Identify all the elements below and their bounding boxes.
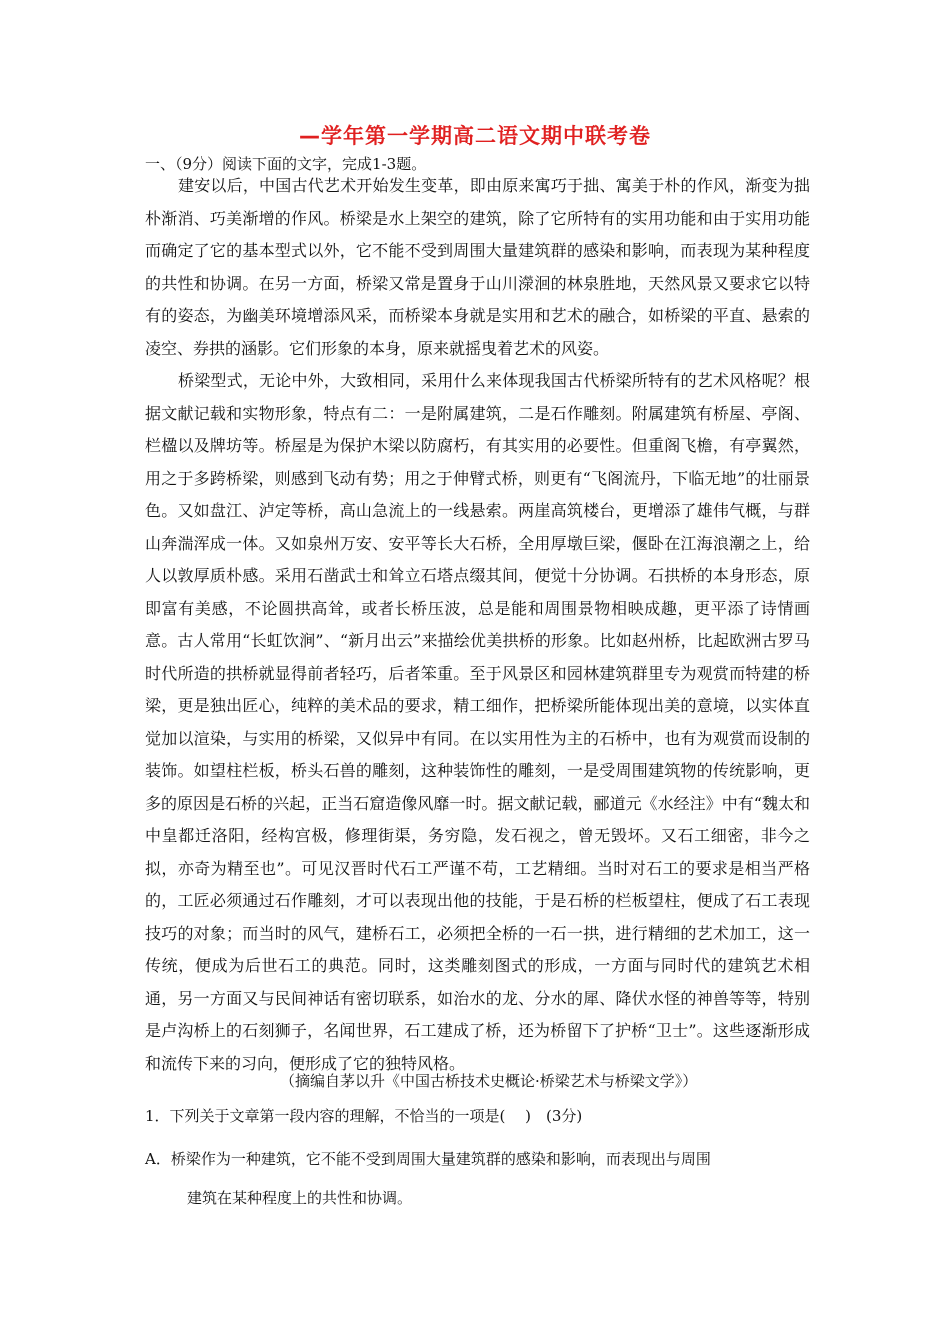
source-citation: （摘编自茅以升《中国古桥技术史概论·桥梁艺术与桥梁文学》）	[280, 1072, 698, 1090]
section-heading: 一、（9分）阅读下面的文字，完成1-3题。	[145, 155, 427, 173]
question-1: 1．下列关于文章第一段内容的理解，不恰当的一项是( ) (3分)	[145, 1107, 583, 1125]
passage-paragraph-1: 建安以后，中国古代艺术开始发生变革，即由原来寓巧于拙、寓美于朴的作风，渐变为拙朴渐消、巧美渐增的作风。桥梁是水上架空的建筑，除了它所特有的实用功能和由于实用功能而确定了它的基本型式以外，它不能不受到周围大量建筑群的感染和影响，而表现为某种程度的共性和协调。在另一方面，桥梁又常是置身于山川濴洄的林泉胜地，天然风景又要求它以特有的姿态，为幽美环境增添风采，而桥梁本身就是实用和艺术的融合，如桥梁的平直、悬索的凌空、券拱的涵影。它们形象的本身，原来就摇曳着艺术的风姿。	[145, 176, 810, 358]
option-a	[145, 1140, 810, 1218]
option-a-line-1: A．桥梁作为一种建筑，它不能不受到周围大量建筑群的感染和影响，而表现出与周围	[145, 1150, 711, 1168]
option-a-line-2: 建筑在某种程度上的共性和协调。	[187, 1189, 413, 1207]
page-title: —学年第一学期高二语文期中联考卷	[299, 124, 651, 148]
reading-passage	[145, 170, 810, 1080]
passage-paragraph-2: 桥梁型式，无论中外，大致相同，采用什么来体现我国古代桥梁所特有的艺术风格呢？根据文献记载和实物形象，特点有二：一是附属建筑，二是石作雕刻。附属建筑有桥屋、亭阁、栏楹以及牌坊等。桥屋是为保护木梁以防腐朽，有其实用的必要性。但重阁飞檐，有亭翼然，用之于多跨桥梁，则感到飞动有势；用之于伸臂式桥，则更有“飞阁流丹，下临无地”的壮丽景色。又如盘江、泸定等桥，高山急流上的一线悬索。两崖高筑楼台，更增添了雄伟气概，与群山奔湍浑成一体。又如泉州万安、安平等长大石桥，全用厚墩巨梁，偃卧在江海浪潮之上，给人以敦厚质朴感。采用石凿武士和耸立石塔点缀其间，便觉十分协调。石拱桥的本身形态，原即富有美感，不论圆拱高耸，或者长桥压波，总是能和周围景物相映成趣，更平添了诗情画意。古人常用“长虹饮涧”、“新月出云”来描绘优美拱桥的形象。比如赵州桥，比起欧洲古罗马时代所造的拱桥就显得前者轻巧，后者笨重。至于风景区和园林建筑群里专为观赏而特建的桥梁，更是独出匠心，纯粹的美术品的要求，精工细作，把桥梁所能体现出美的意境，以实体直觉加以渲染，与实用的桥梁，又似异中有同。在以实用性为主的石桥中，也有为观赏而设制的装饰。如望柱栏板，桥头石兽的雕刻，这种装饰性的雕刻，一是受周围建筑物的传统影响，更多的原因是石桥的兴起，正当石窟造像风靡一时。据文献记载，郦道元《水经注》中有“魏太和中皇都迁洛阳，经构宫极，修理街渠，务穷隐，发石视之，曾无毁坏。又石工细密，非今之拟，亦奇为精至也”。可见汉晋时代石工严谨不苟，工艺精细。当时对石工的要求是相当严格的，工匠必须通过石作雕刻，才可以表现出他的技能，于是石桥的栏板望柱，便成了石工表现技巧的对象；而当时的风气，建桥石工，必须把全桥的一石一拱，进行精细的艺术加工，这一传统，便成为后世石工的典范。同时，这类雕刻图式的形成，一方面与同时代的建筑艺术相通，另一方面又与民间神话有密切联系，如治水的龙、分水的犀、降伏水怪的神兽等等，特别是卢沟桥上的石刻狮子，名闻世界，石工建成了桥，还为桥留下了护桥“卫士”。这些逐渐形成和流传下来的习向，便形成了它的独特风格。	[145, 371, 810, 1073]
